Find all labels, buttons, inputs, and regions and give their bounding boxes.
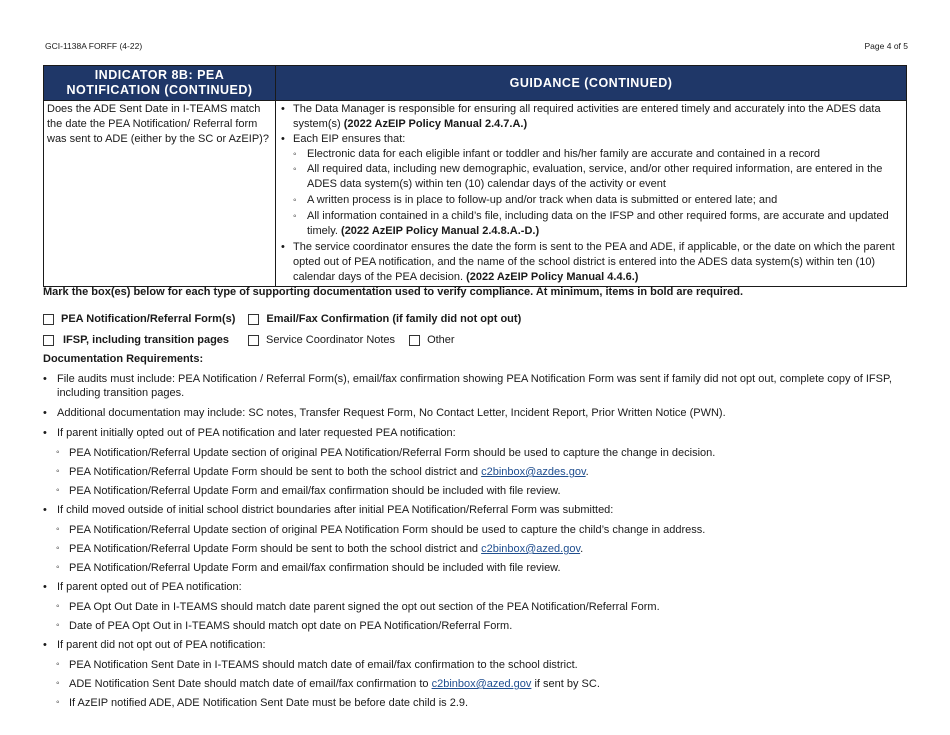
guidance-item: • Each EIP ensures that: ◦ Electronic data for each eligible infant or toddler and his/her family are accurate and contained in a record ◦ All required data, including new demographic, evaluation, service, and/or other required information, are entered in the ADES data system(s) within ten (10) calendar days of the activity or event ◦ A written process is in place to follow-up and/or track when data is submitted or entered late; and ◦ All information contained in a child’s file, including data on the IFSP and other required forms, are accurate and updated timely. (2022 AzEIP Policy Manual 2.4.8.A.-D.) (279, 132, 903, 239)
requirement-subitem: ◦ PEA Notification/Referral Update section of original PEA Notification/Referral Form should be used to capture the change in decision. (43, 446, 905, 460)
indicator-question: Does the ADE Sent Date in I-TEAMS match the date the PEA Notification/ Referral form was sent to ADE (either by the SC or AzEIP)? (44, 101, 276, 287)
requirements-list (43, 372, 905, 715)
guidance-item: • The Data Manager is responsible for ensuring all required activities are entered timely and accurately into the ADES data system(s) (2022 AzEIP Policy Manual 2.4.7.A.) (279, 102, 903, 132)
requirement-item: • If parent opted out of PEA notification: (43, 580, 905, 594)
checkbox-label: PEA Notification/Referral Form(s) (61, 313, 236, 325)
requirement-item: • File audits must include: PEA Notification / Referral Form(s), email/fax confirmation showing PEA Notification Form was sent if family did not opt out, complete copy of IFSP, including transition pages. (43, 372, 905, 400)
checkbox-box[interactable] (248, 314, 259, 325)
requirement-item: • Additional documentation may include: SC notes, Transfer Request Form, No Contact Letter, Incident Report, Prior Written Notice (PWN). (43, 406, 905, 420)
checkbox-box[interactable] (409, 335, 420, 346)
guidance-subitem: ◦ Electronic data for each eligible infant or toddler and his/her family are accurate and contained in a record (293, 147, 903, 162)
requirement-item: • If parent did not opt out of PEA notification: (43, 638, 905, 652)
checkbox-row-2 (43, 334, 455, 346)
requirement-subitem: ◦ PEA Notification/Referral Update Form should be sent to both the school district and c2binbox@azed.gov. (43, 542, 905, 556)
checkbox-label: Email/Fax Confirmation (if family did not opt out) (266, 313, 522, 325)
email-link[interactable]: c2binbox@azed.gov (431, 678, 532, 690)
checkbox-sc-notes[interactable] (248, 334, 395, 346)
guidance-subitem: ◦ A written process is in place to follow-up and/or track when data is submitted or entered late; and (293, 193, 903, 208)
requirement-subitem: ◦ PEA Notification/Referral Update section of original PEA Notification Form should be used to capture the child’s change in address. (43, 523, 905, 537)
documentation-requirements-title: Documentation Requirements: (43, 353, 204, 365)
mark-instructions: Mark the box(es) below for each type of supporting documentation used to verify compliance. At minimum, items in bold are required. (43, 286, 744, 298)
requirement-subitem: ◦ If AzEIP notified ADE, ADE Notification Sent Date must be before date child is 2.9. (43, 696, 905, 710)
checkbox-box[interactable] (43, 335, 54, 346)
requirement-item: • If parent initially opted out of PEA notification and later requested PEA notification: (43, 426, 905, 440)
guidance-subitem: ◦ All information contained in a child’s file, including data on the IFSP and other required forms, are accurate and updated timely. (2022 AzEIP Policy Manual 2.4.8.A.-D.) (293, 209, 903, 239)
guidance-header: GUIDANCE (CONTINUED) (276, 66, 907, 101)
requirement-subitem: ◦ PEA Notification/Referral Update Form and email/fax confirmation should be included with file review. (43, 484, 905, 498)
guidance-subitem: ◦ All required data, including new demographic, evaluation, service, and/or other required information, are entered in the ADES data system(s) within ten (10) calendar days of the activity or event (293, 162, 903, 192)
requirement-subitem: ◦ PEA Notification/Referral Update Form should be sent to both the school district and c2binbox@azdes.gov. (43, 465, 905, 479)
requirement-subitem: ◦ PEA Opt Out Date in I-TEAMS should match date parent signed the opt out section of the PEA Notification/Referral Form. (43, 600, 905, 614)
form-id: GCI-1138A FORFF (4-22) (45, 41, 143, 51)
checkbox-box[interactable] (43, 314, 54, 325)
requirement-subitem: ◦ PEA Notification Sent Date in I-TEAMS should match date of email/fax confirmation to the school district. (43, 658, 905, 672)
checkbox-label: Service Coordinator Notes (266, 334, 396, 346)
checkbox-label: IFSP, including transition pages (63, 334, 230, 346)
guidance-cell (276, 101, 907, 287)
checkbox-row-1 (43, 313, 521, 325)
indicator-table (43, 65, 907, 287)
checkbox-box[interactable] (248, 335, 259, 346)
requirement-subitem: ◦ Date of PEA Opt Out in I-TEAMS should match opt date on PEA Notification/Referral Form. (43, 619, 905, 633)
indicator-header: INDICATOR 8B: PEA NOTIFICATION (CONTINUED) (44, 66, 276, 101)
guidance-item: • The service coordinator ensures the date the form is sent to the PEA and ADE, if applicable, or the date on which the parent opted out of PEA notification, and the name of the school district is entered into the ADES data system(s) within ten (10) calendar days of the PEA decision. (2022 AzEIP Policy Manual 4.4.6.) (279, 240, 903, 285)
email-link[interactable]: c2binbox@azed.gov (481, 543, 581, 555)
checkbox-label: Other (427, 334, 455, 346)
checkbox-ifsp[interactable] (43, 334, 229, 346)
checkbox-email-fax[interactable] (248, 313, 521, 325)
page-number: Page 4 of 5 (864, 41, 908, 51)
email-link[interactable]: c2binbox@azdes.gov (481, 466, 586, 478)
requirement-subitem: ◦ PEA Notification/Referral Update Form and email/fax confirmation should be included with file review. (43, 561, 905, 575)
checkbox-other[interactable] (409, 334, 455, 346)
checkbox-pea-form[interactable] (43, 313, 235, 325)
requirement-item: • If child moved outside of initial school district boundaries after initial PEA Notification/Referral Form was submitted: (43, 503, 905, 517)
requirement-subitem: ◦ ADE Notification Sent Date should match date of email/fax confirmation to c2binbox@azed.gov if sent by SC. (43, 677, 905, 691)
